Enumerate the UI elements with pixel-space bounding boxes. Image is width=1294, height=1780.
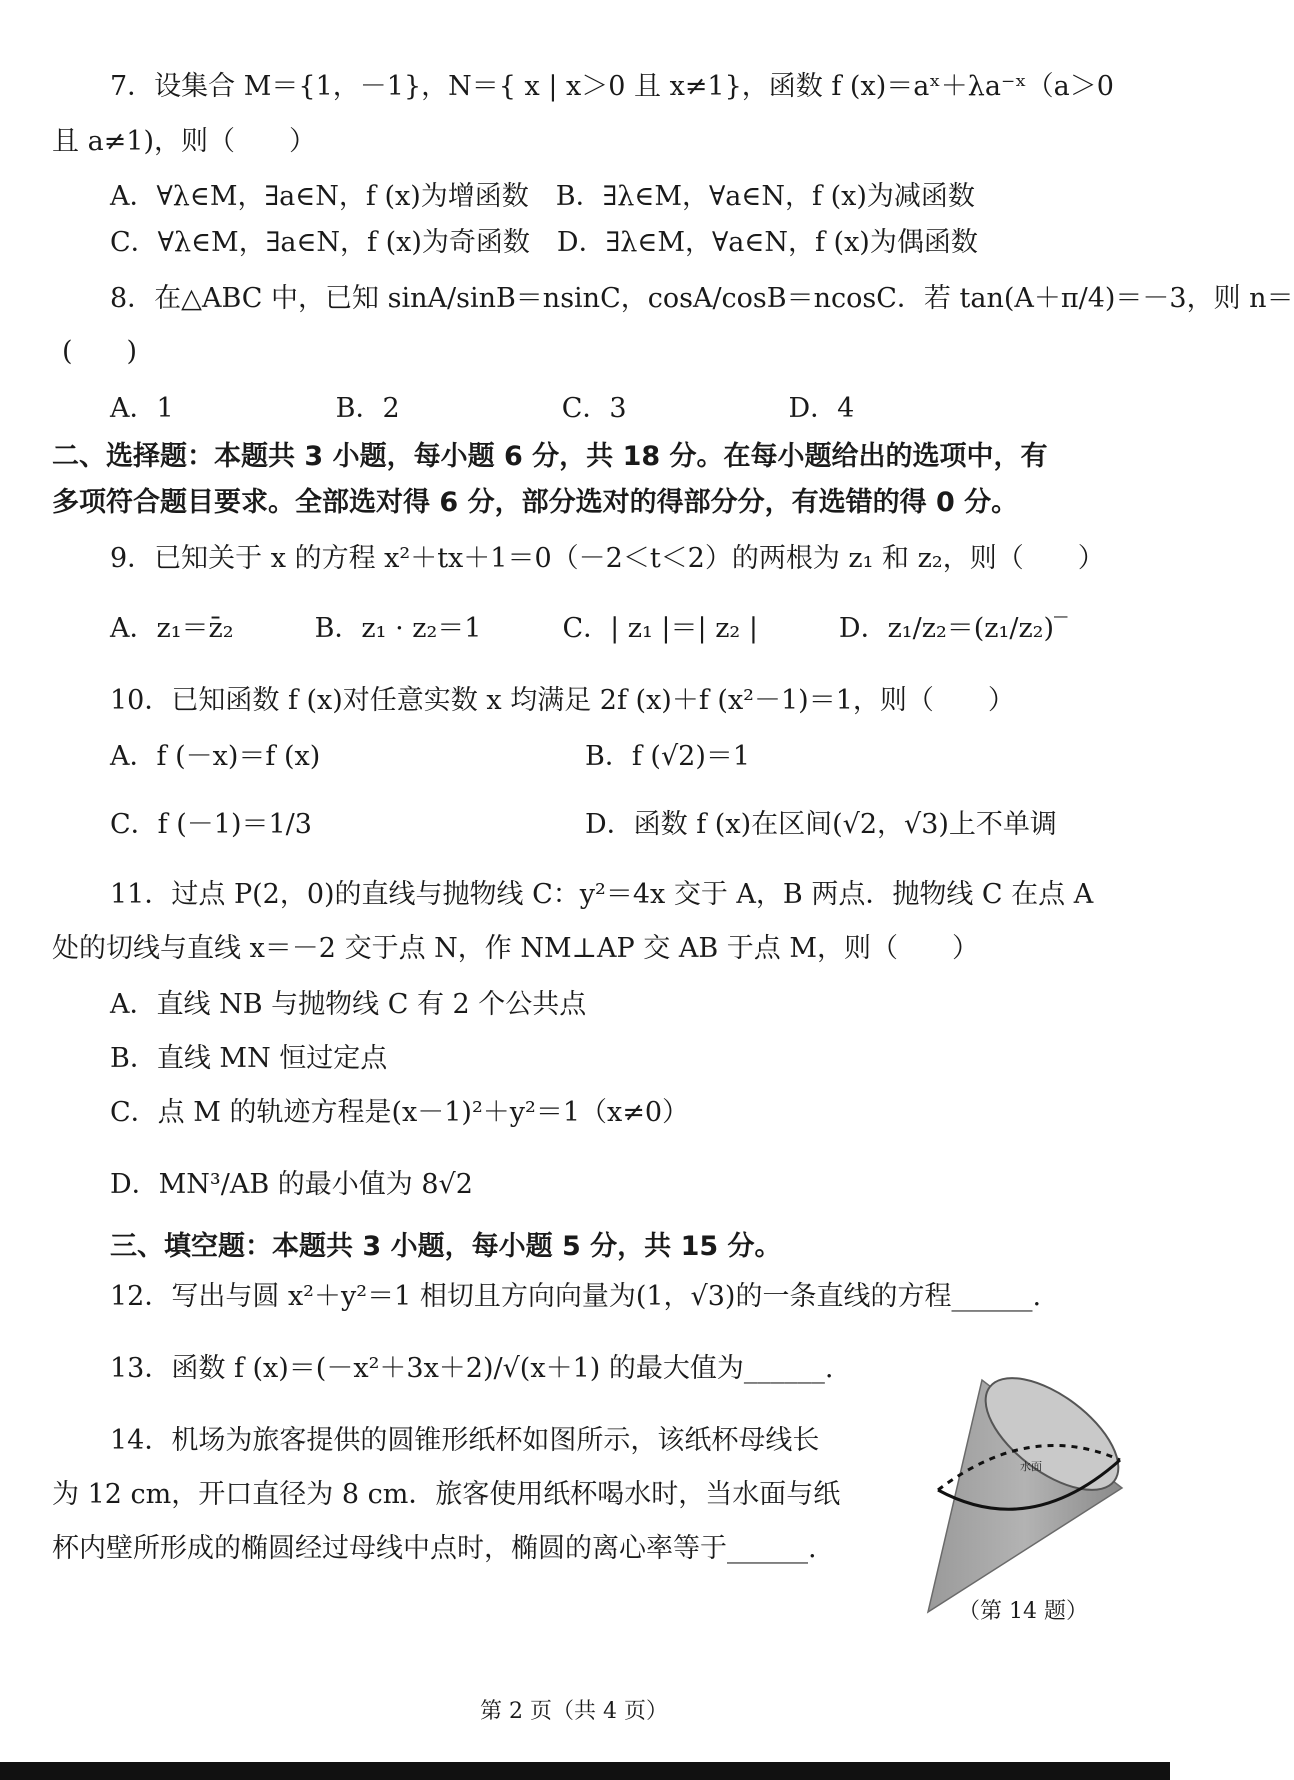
text-line: 10．已知函数 f (x)对任意实数 x 均满足 2f (x)＋f (x²－1)＝1，则（ ）	[110, 685, 1015, 716]
text-line: 为 12 cm，开口直径为 8 cm．旅客使用纸杯喝水时，当水面与纸	[52, 1479, 841, 1510]
text-line: A．f (－x)＝f (x)	[110, 741, 321, 772]
text-line: 且 a≠1)，则（ ）	[52, 126, 317, 157]
text-line: C．f (－1)＝1/3	[110, 809, 312, 840]
cone-cup-figure	[920, 1368, 1132, 1618]
text-line: 处的切线与直线 x＝－2 交于点 N，作 NM⊥AP 交 AB 于点 M，则（ ）	[52, 933, 980, 964]
text-line: A．直线 NB 与抛物线 C 有 2 个公共点	[110, 989, 587, 1020]
text-line: C．∀λ∈M，∃a∈N，f (x)为奇函数 D．∃λ∈M，∀a∈N，f (x)为偶函数	[110, 227, 978, 258]
text-line: 8．在△ABC 中，已知 sinA/sinB＝nsinC，cosA/cosB＝ncosC．若 tan(A＋π/4)＝－3，则 n＝	[110, 283, 1294, 314]
figure-caption: （第 14 题）	[958, 1599, 1088, 1624]
scan-border	[0, 1762, 1170, 1780]
text-line: 7．设集合 M＝{1，－1}，N＝{ x | x＞0 且 x≠1}，函数 f (x)＝aˣ＋λa⁻ˣ（a＞0	[110, 71, 1114, 102]
text-line: 9．已知关于 x 的方程 x²＋tx＋1＝0（－2＜t＜2）的两根为 z₁ 和 z₂，则（ ）	[110, 543, 1105, 574]
text-line: B．直线 MN 恒过定点	[110, 1043, 388, 1074]
text-line: 多项符合题目要求。全部选对得 6 分，部分选对的得部分分，有选错的得 0 分。	[52, 487, 1019, 518]
text-line: 13．函数 f (x)＝(－x²＋3x＋2)/√(x＋1) 的最大值为______.	[110, 1353, 834, 1384]
text-line: 二、选择题：本题共 3 小题，每小题 6 分，共 18 分。在每小题给出的选项中，有	[52, 441, 1048, 472]
text-line: 三、填空题：本题共 3 小题，每小题 5 分，共 15 分。	[110, 1231, 782, 1262]
text-line: D．MN³/AB 的最小值为 8√2	[110, 1169, 473, 1200]
text-line: A．1 B．2 C．3 D．4	[110, 393, 855, 424]
text-line: C．点 M 的轨迹方程是(x－1)²＋y²＝1（x≠0）	[110, 1097, 690, 1128]
text-line: ( )	[62, 336, 138, 367]
text-line: 14．机场为旅客提供的圆锥形纸杯如图所示，该纸杯母线长	[110, 1425, 820, 1456]
text-line: 11．过点 P(2，0)的直线与抛物线 C：y²＝4x 交于 A，B 两点．抛物线 C 在点 A	[110, 879, 1094, 910]
text-line: 杯内壁所形成的椭圆经过母线中点时，椭圆的离心率等于______.	[52, 1533, 817, 1564]
page-footer: 第 2 页（共 4 页）	[480, 1699, 668, 1724]
text-line: A．z₁＝z̄₂ B．z₁ · z₂＝1 C．| z₁ |＝| z₂ | D．z₁/z₂＝(z₁/z₂)‾	[110, 613, 1068, 644]
text-line: D．函数 f (x)在区间(√2，√3)上不单调	[585, 809, 1057, 840]
text-line: 12．写出与圆 x²＋y²＝1 相切且方向向量为(1，√3)的一条直线的方程______.	[110, 1281, 1042, 1312]
text-line: A．∀λ∈M，∃a∈N，f (x)为增函数 B．∃λ∈M，∀a∈N，f (x)为减函数	[110, 181, 975, 212]
text-line: B．f (√2)＝1	[585, 741, 751, 772]
water-surface-label: 水面	[1020, 1460, 1042, 1473]
